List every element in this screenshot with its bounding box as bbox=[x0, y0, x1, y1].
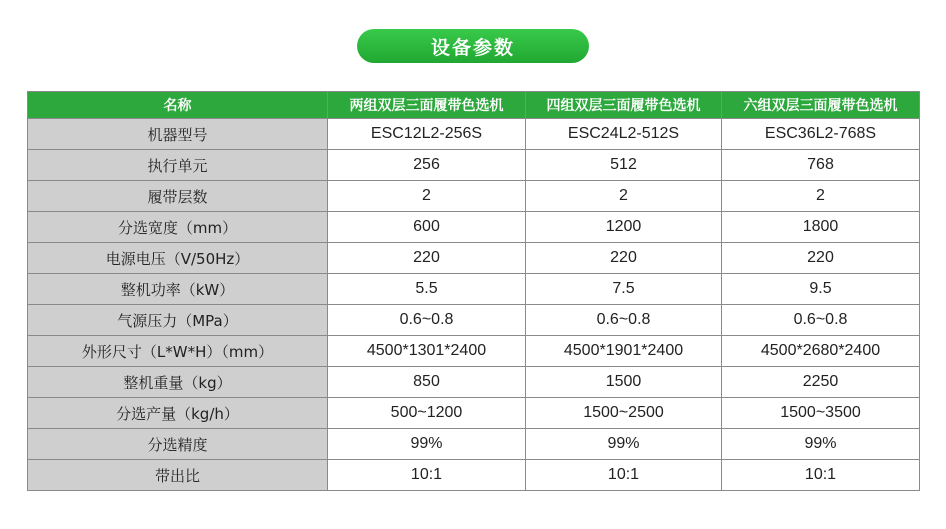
row-label: 电源电压（V/50Hz） bbox=[28, 243, 328, 274]
table-cell: 512 bbox=[526, 150, 722, 181]
table-row bbox=[28, 398, 920, 429]
table-row bbox=[28, 336, 920, 367]
table-cell: 2 bbox=[526, 181, 722, 212]
table-row bbox=[28, 119, 920, 150]
table-cell: 500~1200 bbox=[328, 398, 526, 429]
table-cell: 220 bbox=[722, 243, 920, 274]
row-label: 分选宽度（mm） bbox=[28, 212, 328, 243]
row-label: 整机重量（kg） bbox=[28, 367, 328, 398]
table-cell: 1200 bbox=[526, 212, 722, 243]
header-cell-name: 名称 bbox=[28, 92, 328, 119]
table-cell: 0.6~0.8 bbox=[526, 305, 722, 336]
table-cell: 2 bbox=[722, 181, 920, 212]
table-cell: 1500~3500 bbox=[722, 398, 920, 429]
table-cell: 4500*1301*2400 bbox=[328, 336, 526, 367]
row-label: 履带层数 bbox=[28, 181, 328, 212]
table-cell: 10:1 bbox=[328, 460, 526, 491]
header-cell-model-2group: 两组双层三面履带色选机 bbox=[328, 92, 526, 119]
table-cell: 9.5 bbox=[722, 274, 920, 305]
spec-table bbox=[27, 91, 920, 491]
table-cell: ESC12L2-256S bbox=[328, 119, 526, 150]
row-label: 分选产量（kg/h） bbox=[28, 398, 328, 429]
table-cell: 99% bbox=[526, 429, 722, 460]
table-cell: 0.6~0.8 bbox=[328, 305, 526, 336]
table-row bbox=[28, 429, 920, 460]
table-cell: 256 bbox=[328, 150, 526, 181]
table-cell: ESC24L2-512S bbox=[526, 119, 722, 150]
row-label: 执行单元 bbox=[28, 150, 328, 181]
table-row bbox=[28, 212, 920, 243]
table-cell: 5.5 bbox=[328, 274, 526, 305]
table-cell: 4500*1901*2400 bbox=[526, 336, 722, 367]
section-title: 设备参数 bbox=[357, 29, 589, 63]
table-cell: 1500 bbox=[526, 367, 722, 398]
table-cell: 10:1 bbox=[526, 460, 722, 491]
row-label: 气源压力（MPa） bbox=[28, 305, 328, 336]
header-cell-model-6group: 六组双层三面履带色选机 bbox=[722, 92, 920, 119]
table-cell: 850 bbox=[328, 367, 526, 398]
table-cell: 7.5 bbox=[526, 274, 722, 305]
section-title-banner bbox=[0, 29, 946, 63]
table-cell: 220 bbox=[328, 243, 526, 274]
table-row bbox=[28, 150, 920, 181]
table-row bbox=[28, 274, 920, 305]
table-row bbox=[28, 243, 920, 274]
row-label: 机器型号 bbox=[28, 119, 328, 150]
table-cell: 220 bbox=[526, 243, 722, 274]
table-cell: 1500~2500 bbox=[526, 398, 722, 429]
table-cell: 99% bbox=[328, 429, 526, 460]
table-cell: ESC36L2-768S bbox=[722, 119, 920, 150]
table-cell: 768 bbox=[722, 150, 920, 181]
table-cell: 2 bbox=[328, 181, 526, 212]
row-label: 分选精度 bbox=[28, 429, 328, 460]
row-label: 外形尺寸（L*W*H）（mm） bbox=[28, 336, 328, 367]
table-row bbox=[28, 181, 920, 212]
table-cell: 1800 bbox=[722, 212, 920, 243]
table-cell: 600 bbox=[328, 212, 526, 243]
table-header-row bbox=[28, 92, 920, 119]
table-cell: 10:1 bbox=[722, 460, 920, 491]
table-cell: 4500*2680*2400 bbox=[722, 336, 920, 367]
table-row bbox=[28, 305, 920, 336]
row-label: 整机功率（kW） bbox=[28, 274, 328, 305]
table-cell: 0.6~0.8 bbox=[722, 305, 920, 336]
table-cell: 2250 bbox=[722, 367, 920, 398]
table-cell: 99% bbox=[722, 429, 920, 460]
row-label: 带出比 bbox=[28, 460, 328, 491]
table-row bbox=[28, 460, 920, 491]
table-row bbox=[28, 367, 920, 398]
header-cell-model-4group: 四组双层三面履带色选机 bbox=[526, 92, 722, 119]
